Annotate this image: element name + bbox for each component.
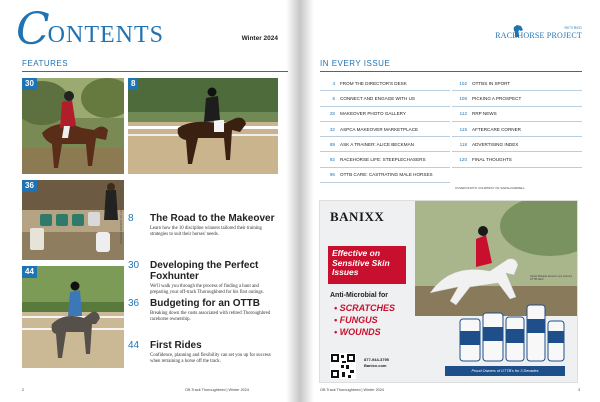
ad-subhead: Anti-Microbial for xyxy=(330,292,388,299)
ad-brand: BANIXX xyxy=(330,209,385,224)
photo-badge: 36 xyxy=(22,180,37,192)
issue-item[interactable] xyxy=(452,76,582,91)
issue-page-number: 89 xyxy=(329,141,335,147)
issue-page-number: 6 xyxy=(332,95,335,101)
feature-title: Developing the Perfect Foxhunter xyxy=(150,260,259,282)
issue-item[interactable] xyxy=(452,122,582,137)
feature-page-number: 44 xyxy=(128,340,140,351)
photo-badge: 8 xyxy=(128,78,138,90)
issue-label: AFTERCARE CORNER xyxy=(472,126,522,132)
issue-list-col1 xyxy=(320,76,450,183)
issue-item[interactable] xyxy=(320,107,450,122)
photo-budgeting[interactable] xyxy=(22,180,124,260)
photo-makeover-image xyxy=(128,78,278,174)
ad-bullet: • FUNGUS xyxy=(334,315,378,325)
issue-label: OTTB CARE: CASTRATING MALE HORSES xyxy=(340,172,433,178)
issue-item[interactable] xyxy=(320,168,450,183)
title-rest: ONTENTS xyxy=(47,22,164,48)
issue-page-number: 120 xyxy=(459,157,467,163)
ad-bullet: • WOUNDS xyxy=(334,327,381,337)
feature-page-number: 36 xyxy=(128,298,140,309)
feature-title: The Road to the Makeover xyxy=(150,213,275,224)
issue-item[interactable] xyxy=(452,137,582,152)
photo-first-rides[interactable] xyxy=(22,266,124,368)
issue-page-number: 96 xyxy=(329,172,335,178)
issue-item[interactable] xyxy=(452,107,582,122)
logo-big-text: RACEHORSE PROJECT xyxy=(495,31,582,40)
photo-foxhunter[interactable] xyxy=(22,78,124,174)
issue-item[interactable] xyxy=(320,91,450,106)
title-initial: C xyxy=(16,4,50,55)
feature-item[interactable] xyxy=(128,213,278,253)
issue-label: ADVERTISING INDEX xyxy=(472,141,519,147)
issue-label: FROM THE DIRECTOR'S DESK xyxy=(340,80,407,86)
issue-page-number: 102 xyxy=(459,80,467,86)
issue-label: ASK A TRAINER: ALICE BECKMAN xyxy=(340,141,414,147)
ad-bullet: • SCRATCHES xyxy=(334,303,395,313)
photo-badge: 44 xyxy=(22,266,37,278)
feature-title: First Rides xyxy=(150,340,202,351)
feature-title: Budgeting for an OTTB xyxy=(150,298,260,309)
features-heading: FEATURES xyxy=(22,59,69,68)
issue-label: RRP NEWS xyxy=(472,111,497,117)
issue-label: RACEHORSE LIFE: STEEPLECHASERS xyxy=(340,157,426,163)
issue-label: MAKEOVER PHOTO GALLERY xyxy=(340,111,406,117)
issue-list-col2 xyxy=(452,76,582,168)
banixx-advertisement[interactable] xyxy=(319,200,578,383)
gutter-shadow xyxy=(300,0,314,402)
issue-page-number: 32 xyxy=(329,126,335,132)
gutter-shadow xyxy=(286,0,300,402)
issue-item[interactable] xyxy=(320,122,450,137)
issue-page-number: 108 xyxy=(459,95,467,101)
photo-budgeting-image xyxy=(22,180,124,260)
folio-text: Off-Track Thoroughbred | Winter 2024 xyxy=(185,388,250,392)
issue-item[interactable] xyxy=(320,76,450,91)
features-rule xyxy=(22,71,288,72)
issue-label: CONNECT AND ENGAGE WITH US xyxy=(340,95,415,101)
issue-page-number: 28 xyxy=(329,111,335,117)
issue-item[interactable] xyxy=(320,152,450,167)
ad-callout: Effective on Sensitive Skin Issues xyxy=(328,246,406,284)
ad-phone: 877-944-3795 xyxy=(364,357,389,362)
ad-photo-caption: Sylvia Whipple aboard Love Unlucky OTTB Mare xyxy=(530,275,573,282)
issue-label: FINAL THOUGHTS xyxy=(472,157,512,163)
folio-number: 3 xyxy=(577,388,580,392)
ad-banner: Proud Owners of OTTB's for 3 Decades xyxy=(445,366,565,376)
feature-description: Breaking down the costs associated with retired Thoroughbred racehorse ownership. xyxy=(150,311,271,323)
cover-photo-credit: COVER PHOTO COURTESY OF SARAH FARRELL xyxy=(455,186,525,190)
issue-page-number: 118 xyxy=(459,141,467,147)
issue-item[interactable] xyxy=(320,137,450,152)
issue-item[interactable] xyxy=(452,152,582,167)
photo-foxhunter-image xyxy=(22,78,124,174)
issue-label: ASPCA MAKEOVER MARKETPLACE xyxy=(340,126,419,132)
issue-page-number: 112 xyxy=(459,111,467,117)
photo-first-rides-image xyxy=(22,266,124,368)
ad-contact xyxy=(364,357,389,368)
issue-page-number: 115 xyxy=(459,126,467,132)
photo-badge: 30 xyxy=(22,78,37,90)
ad-website[interactable]: Banixx.com xyxy=(364,362,387,368)
feature-page-number: 30 xyxy=(128,260,140,271)
feature-page-number: 8 xyxy=(128,213,134,224)
feature-description: We'll walk you through the process of finding a hunt and preparing your off-track Thoroughbred for his first outings. xyxy=(150,284,264,296)
issue-label: PICKING A PROSPECT xyxy=(472,95,522,101)
in-every-issue-heading: IN EVERY ISSUE xyxy=(320,59,391,68)
edition-label: Winter 2024 xyxy=(241,35,278,42)
page-title xyxy=(16,4,164,55)
issue-label: OTTBS IN SPORT xyxy=(472,80,511,86)
folio-number: 2 xyxy=(22,388,25,392)
folio-text: Off-Track Thoroughbred | Winter 2024 xyxy=(320,388,385,392)
logo-small-text: RETIRED xyxy=(564,26,582,30)
qr-code-icon[interactable] xyxy=(330,353,356,379)
feature-description: Confidence, planning and flexibility can set you up for success when retraining a horse off the track. xyxy=(150,353,271,365)
issue-item[interactable] xyxy=(452,91,582,106)
feature-item[interactable] xyxy=(128,298,278,334)
photo-credit: PHOTO COURTESY OF AMANDA BRAMMA xyxy=(119,188,123,245)
issue-page-number: 4 xyxy=(332,80,335,86)
rrp-logo xyxy=(492,26,582,46)
feature-description: Learn how the 10 discipline winners tailored their training strategies to suit their horses' needs. xyxy=(150,226,262,238)
photo-makeover[interactable] xyxy=(128,78,278,174)
issue-rule xyxy=(320,71,582,72)
feature-item[interactable] xyxy=(128,340,278,376)
issue-page-number: 92 xyxy=(329,157,335,163)
